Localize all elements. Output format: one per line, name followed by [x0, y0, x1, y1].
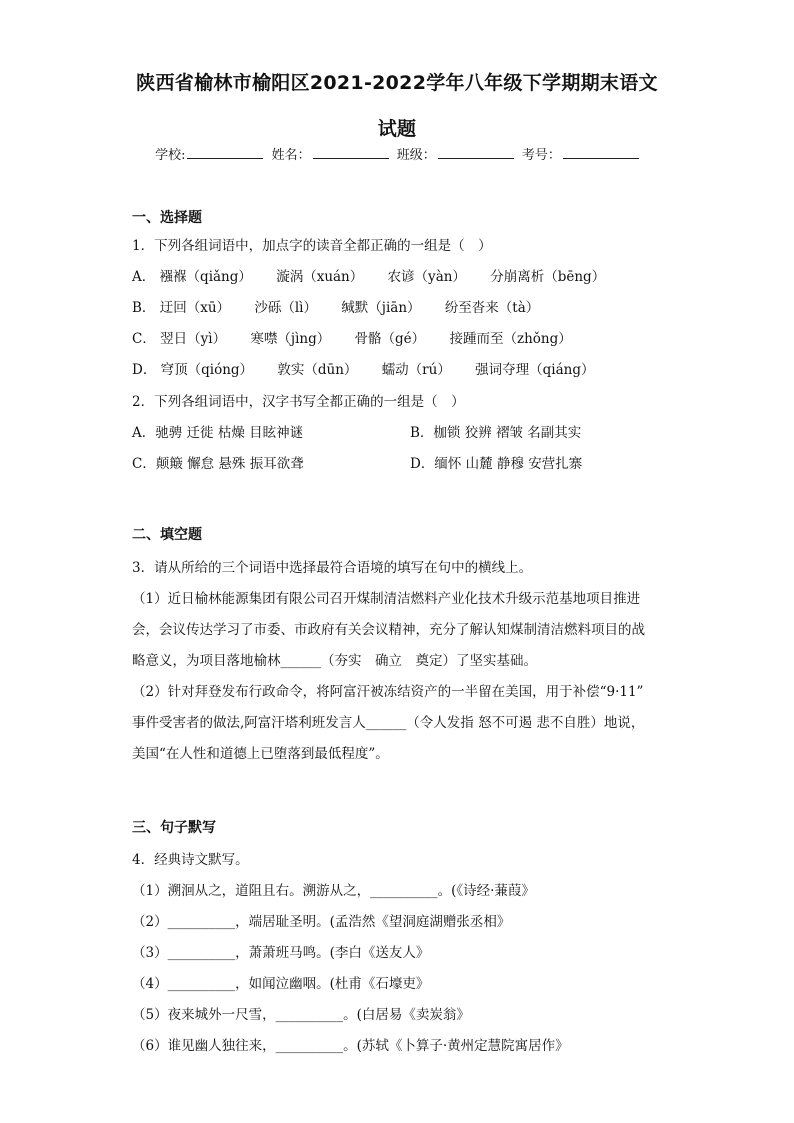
student-info-row: [130, 144, 664, 163]
option-text: 枷锁 狡辨 褶皱 名副其实: [433, 425, 582, 441]
q3-paragraph-2-line2: 事件受害者的做法,阿富汗塔利班发言人______（令人发指 怒不可遏 悲不自胜）地说，: [132, 715, 645, 731]
name-field[interactable]: [313, 146, 389, 159]
option-item: 翌日（yì）: [160, 331, 227, 347]
option-item: 接踵而至（zhǒng）: [449, 331, 572, 347]
q1-option-c[interactable]: [132, 327, 592, 347]
option-item: 襁褓（qiǎng）: [159, 269, 252, 285]
school-field[interactable]: [187, 146, 263, 159]
q2-option-b[interactable]: [410, 421, 581, 441]
q3-paragraph-1-line3: 略意义，为项目落地榆林______（夯实 确立 奠定）了坚实基础。: [132, 653, 537, 669]
question-3-stem: 3．请从所给的三个词语中选择最符合语境的填写在句中的横线上。: [132, 560, 533, 576]
option-item: 穹顶（qióng）: [160, 362, 254, 378]
q4-item-6: （6）谁见幽人独往来，__________。(苏轼《卜算子·黄州定慧院寓居作》: [132, 1038, 569, 1054]
section-heading-choice: 一、选择题: [132, 210, 202, 226]
question-2-stem: 2．下列各组词语中，汉字书写全都正确的一组是（ ）: [132, 394, 465, 410]
option-item: 分崩离析（bēng）: [490, 269, 606, 285]
section-heading-recitation: 三、句子默写: [132, 820, 216, 836]
section-heading-fill: 二、填空题: [132, 527, 202, 543]
option-text: 驰骋 迁徙 枯燥 目眩神谜: [155, 425, 304, 441]
question-4-stem: 4．经典诗文默写。: [132, 852, 249, 868]
option-item: 寒噤（jìng）: [250, 331, 331, 347]
q2-option-a[interactable]: [132, 421, 303, 441]
option-letter: B．: [132, 300, 156, 316]
q4-item-1: （1）溯洄从之，道阻且右。溯游从之，__________。(《诗经·蒹葭》: [132, 883, 535, 899]
q1-option-a[interactable]: [132, 265, 625, 285]
option-text: 缅怀 山麓 静穆 安营扎寨: [434, 456, 583, 472]
q2-option-c[interactable]: [132, 452, 304, 472]
q3-paragraph-1-line1: （1）近日榆林能源集团有限公司召开煤制清洁燃料产业化技术升级示范基地项目推进: [132, 591, 641, 607]
q2-option-d[interactable]: [410, 452, 582, 472]
class-label: 班级：: [396, 148, 436, 163]
option-letter: C．: [132, 331, 156, 347]
exam-number-label: 考号：: [521, 148, 561, 163]
option-item: 强词夺理（qiáng）: [475, 362, 595, 378]
q3-paragraph-2-line1: （2）针对拜登发布行政命令，将阿富汗被冻结资产的一半留在美国，用于补偿“9·11”: [132, 684, 644, 700]
q3-paragraph-1-line2: 会，会议传达学习了市委、市政府有关会议精神，充分了解认知煤制清洁燃料项目的战: [132, 622, 645, 638]
option-letter: A．: [132, 425, 156, 441]
name-label: 姓名：: [271, 148, 311, 163]
q4-item-5: （5）夜来城外一尺雪，__________。(白居易《卖炭翁》: [132, 1007, 470, 1023]
option-item: 缄默（jiān）: [341, 300, 421, 316]
class-field[interactable]: [438, 146, 514, 159]
exam-number-field[interactable]: [563, 146, 639, 159]
q4-item-4: （4）__________，如闻泣幽咽。(杜甫《石壕吏》: [132, 976, 430, 992]
option-item: 农谚（yàn）: [387, 269, 466, 285]
q3-paragraph-2-line3: 美国“在人性和道德上已堕落到最低程度”。: [132, 746, 389, 762]
exam-title-line2: 试题: [377, 118, 417, 140]
school-label: 学校:: [155, 148, 186, 163]
option-item: 沙砾（lì）: [254, 300, 317, 316]
option-item: 纷至沓来（tà）: [444, 300, 540, 316]
q1-option-b[interactable]: [132, 296, 559, 316]
option-item: 蠕动（rú）: [381, 362, 451, 378]
option-text: 颠簸 懈怠 悬殊 振耳欲聋: [155, 456, 304, 472]
q4-item-3: （3）__________，萧萧班马鸣。(李白《送友人》: [132, 945, 430, 961]
option-letter: A．: [132, 269, 156, 285]
option-letter: D．: [132, 362, 157, 378]
option-item: 漩涡（xuán）: [276, 269, 364, 285]
option-item: 敦实（dūn）: [277, 362, 358, 378]
option-letter: B．: [410, 425, 434, 441]
option-item: 迂回（xū）: [159, 300, 231, 316]
exam-title-line1: 陕西省榆林市榆阳区2021-2022学年八年级下学期期末语文: [136, 72, 658, 94]
q1-option-d[interactable]: [132, 358, 615, 378]
option-letter: C．: [132, 456, 156, 472]
question-1-stem: 1．下列各组词语中，加点字的读音全都正确的一组是（ ）: [132, 238, 492, 254]
q4-item-2: （2）__________，端居耻圣明。(孟浩然《望洞庭湖赠张丞相》: [132, 914, 511, 930]
option-letter: D．: [410, 456, 435, 472]
option-item: 骨骼（gé）: [354, 331, 426, 347]
